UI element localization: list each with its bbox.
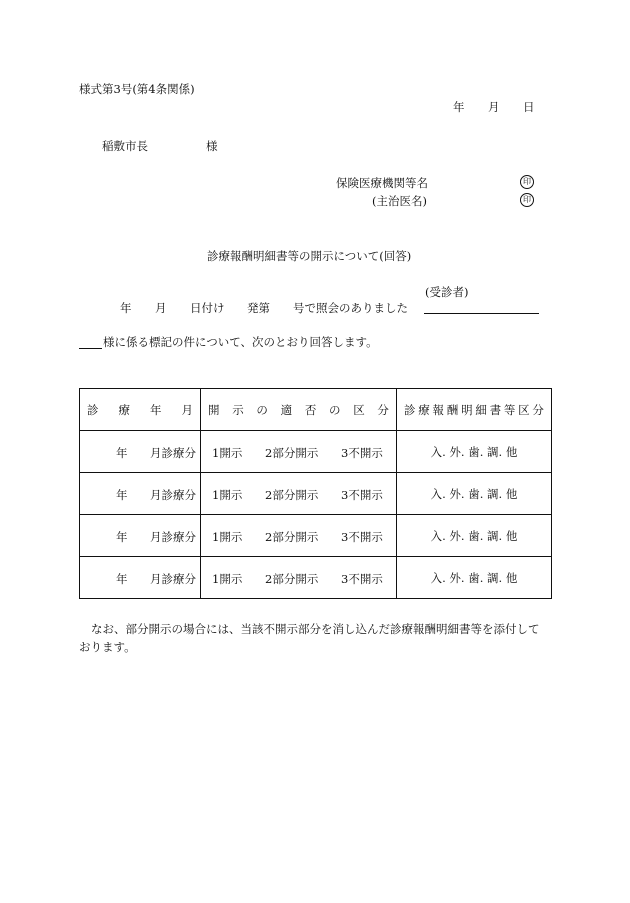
statement-type-cell: 入. 外. 歯. 調. 他 xyxy=(397,515,552,557)
request-inquiry: 号で照会のありました xyxy=(293,301,408,315)
addressee-honorific: 様 xyxy=(206,139,218,153)
disclosure-options-cell: 1開示 2部分開示 3不開示 xyxy=(201,515,397,557)
seal-stamp-institution: 印 xyxy=(520,175,534,189)
note-line-2: おります。 xyxy=(79,640,136,654)
table-header-row xyxy=(80,389,552,431)
patient-label: (受診者) xyxy=(425,285,469,299)
request-month: 月 xyxy=(155,301,167,315)
treatment-month-cell: 年 月診療分 xyxy=(80,473,201,515)
table-row xyxy=(80,473,552,515)
addressee-name: 稲敷市長 xyxy=(102,139,148,153)
statement-type-cell: 入. 外. 歯. 調. 他 xyxy=(397,473,552,515)
disclosure-options-cell: 1開示 2部分開示 3不開示 xyxy=(201,431,397,473)
name-blank xyxy=(79,348,102,349)
date-month: 月 xyxy=(488,100,500,114)
treatment-month-cell: 年 月診療分 xyxy=(80,431,201,473)
document-title: 診療報酬明細書等の開示について(回答) xyxy=(207,249,412,263)
treatment-month-cell: 年 月診療分 xyxy=(80,557,201,599)
patient-name-blank xyxy=(424,313,539,314)
table-row xyxy=(80,431,552,473)
treatment-month-cell: 年 月診療分 xyxy=(80,515,201,557)
table-row xyxy=(80,557,552,599)
regarding-text: 様に係る標記の件について、次のとおり回答します。 xyxy=(103,335,378,349)
statement-type-cell: 入. 外. 歯. 調. 他 xyxy=(397,557,552,599)
disclosure-table xyxy=(79,388,552,599)
request-date-suffix: 日付け xyxy=(190,301,225,315)
request-issue: 発第 xyxy=(247,301,270,315)
header-statement-type: 診 療 報 酬 明 細 書 等 区 分 xyxy=(397,389,552,431)
disclosure-options-cell: 1開示 2部分開示 3不開示 xyxy=(201,557,397,599)
header-disclosure-category: 開 示 の 適 否 の 区 分 xyxy=(201,389,397,431)
doctor-label: (主治医名) xyxy=(372,194,427,208)
date-year: 年 xyxy=(453,100,465,114)
statement-type-cell: 入. 外. 歯. 調. 他 xyxy=(397,431,552,473)
date-day: 日 xyxy=(523,100,535,114)
note-line-1: なお、部分開示の場合には、当該不開示部分を消し込んだ診療報酬明細書等を添付して xyxy=(91,622,540,636)
form-number: 様式第3号(第4条関係) xyxy=(79,82,195,96)
request-year: 年 xyxy=(120,301,132,315)
table-row xyxy=(80,515,552,557)
seal-stamp-doctor: 印 xyxy=(520,193,534,207)
header-treatment-month: 診 療 年 月 xyxy=(80,389,201,431)
institution-label: 保険医療機関等名 xyxy=(336,176,428,190)
disclosure-options-cell: 1開示 2部分開示 3不開示 xyxy=(201,473,397,515)
